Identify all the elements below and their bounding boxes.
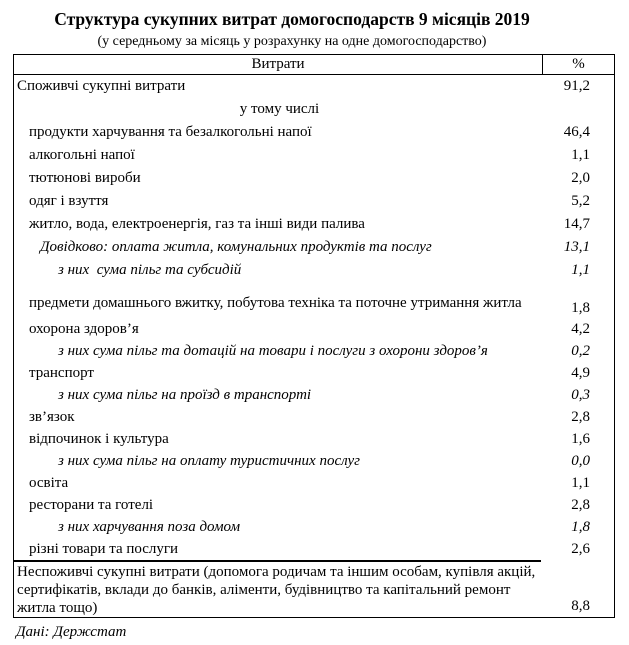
- table-row: [14, 362, 614, 384]
- expense-value: 91,2: [563, 78, 590, 94]
- expense-label: зв’язок: [29, 408, 75, 425]
- table-row: [14, 472, 614, 494]
- table-row: [14, 428, 614, 450]
- expense-label: тютюнові вироби: [29, 170, 141, 186]
- table-row-reference: [14, 450, 614, 472]
- expense-value: 0,2: [571, 342, 590, 359]
- expense-label: з них сума пільг на проїзд в транспорті: [58, 386, 312, 403]
- page-subtitle: (у середньому за місяць у розрахунку на одне домогосподарство): [97, 34, 487, 49]
- column-header-expenses: Витрати: [251, 56, 305, 72]
- expense-value: 4,2: [571, 320, 590, 337]
- expense-value: 2,6: [571, 540, 590, 557]
- expense-value: 2,8: [571, 408, 590, 425]
- expenses-table: [13, 54, 615, 618]
- expense-label: з них харчування поза домом: [58, 518, 241, 535]
- expense-value: 1,1: [571, 262, 590, 278]
- expense-value: 0,0: [571, 452, 590, 469]
- table-row: [14, 494, 614, 516]
- expense-label: з них сума пільг та дотацій на товари і послуги з охорони здоров’я: [58, 342, 488, 359]
- expense-label: житло, вода, електроенергія, газ та інші види палива: [29, 216, 365, 232]
- table-row: [14, 75, 614, 98]
- column-header-percent: %: [542, 55, 614, 74]
- expense-value: 2,8: [571, 496, 590, 513]
- source-note: Дані: Держстат: [16, 624, 127, 640]
- expense-value: 8,8: [571, 598, 590, 614]
- table-row-reference: [14, 259, 614, 282]
- expense-label: ресторани та готелі: [29, 496, 154, 513]
- table-header-row: [14, 55, 614, 75]
- expense-label: Довідково: оплата житла, комунальних продуктів та послуг: [40, 239, 432, 255]
- table-row: [14, 538, 614, 560]
- expense-label: предмети домашнього вжитку, побутова техніка та поточне утримання житла: [29, 295, 522, 311]
- expense-label: алкогольні напої: [29, 147, 135, 163]
- expense-label: одяг і взуття: [29, 193, 109, 209]
- expense-label: продукти харчування та безалкогольні напої: [29, 124, 312, 140]
- expense-label: з них сума пільг на оплату туристичних послуг: [58, 452, 360, 469]
- expense-label: з них сума пільг та субсидій: [58, 262, 242, 278]
- table-row: [14, 144, 614, 167]
- title-block: [0, 0, 629, 51]
- table-row-reference: [14, 516, 614, 538]
- expense-value: 0,3: [571, 386, 590, 403]
- table-row-reference: [14, 384, 614, 406]
- table-row-nonconsumer: [14, 562, 614, 617]
- expense-value: 1,8: [571, 518, 590, 535]
- expense-value: 14,7: [563, 216, 590, 232]
- table-row: [14, 190, 614, 213]
- expense-label: освіта: [29, 474, 69, 491]
- expense-value: 46,4: [563, 124, 590, 140]
- table-row-subheading: [14, 98, 614, 121]
- table-row: [14, 167, 614, 190]
- expense-label: охорона здоров’я: [29, 320, 139, 337]
- table-row-reference: [14, 340, 614, 362]
- expense-label: транспорт: [29, 364, 94, 381]
- expense-value: 1,6: [571, 430, 590, 447]
- table-row: [14, 213, 614, 236]
- expense-value: 2,0: [571, 170, 590, 186]
- subheading-label: у тому числі: [239, 101, 320, 117]
- expense-value: 13,1: [563, 239, 590, 255]
- expense-label: Неспоживчі сукупні витрати (допомога родичам та іншим особам, купівля акцій, сертифікатів, вклади до банків, аліменти, будівництво та капітальний ремонт житла тощо): [17, 564, 536, 616]
- table-row: [14, 318, 614, 340]
- expense-label: Споживчі сукупні витрати: [17, 78, 186, 94]
- table-row: [14, 121, 614, 144]
- table-row: [14, 406, 614, 428]
- table-row: [14, 289, 614, 318]
- expense-value: 1,1: [571, 474, 590, 491]
- table-row-reference: [14, 236, 614, 259]
- expense-value: 5,2: [571, 193, 590, 209]
- expense-value: 1,1: [571, 147, 590, 163]
- expense-value: 1,8: [571, 300, 590, 316]
- expense-label: відпочинок і культура: [29, 430, 169, 447]
- expense-label: різні товари та послуги: [29, 540, 179, 557]
- page-title: Структура сукупних витрат домогосподарств 9 місяців 2019: [54, 9, 530, 29]
- expense-value: 4,9: [571, 364, 590, 381]
